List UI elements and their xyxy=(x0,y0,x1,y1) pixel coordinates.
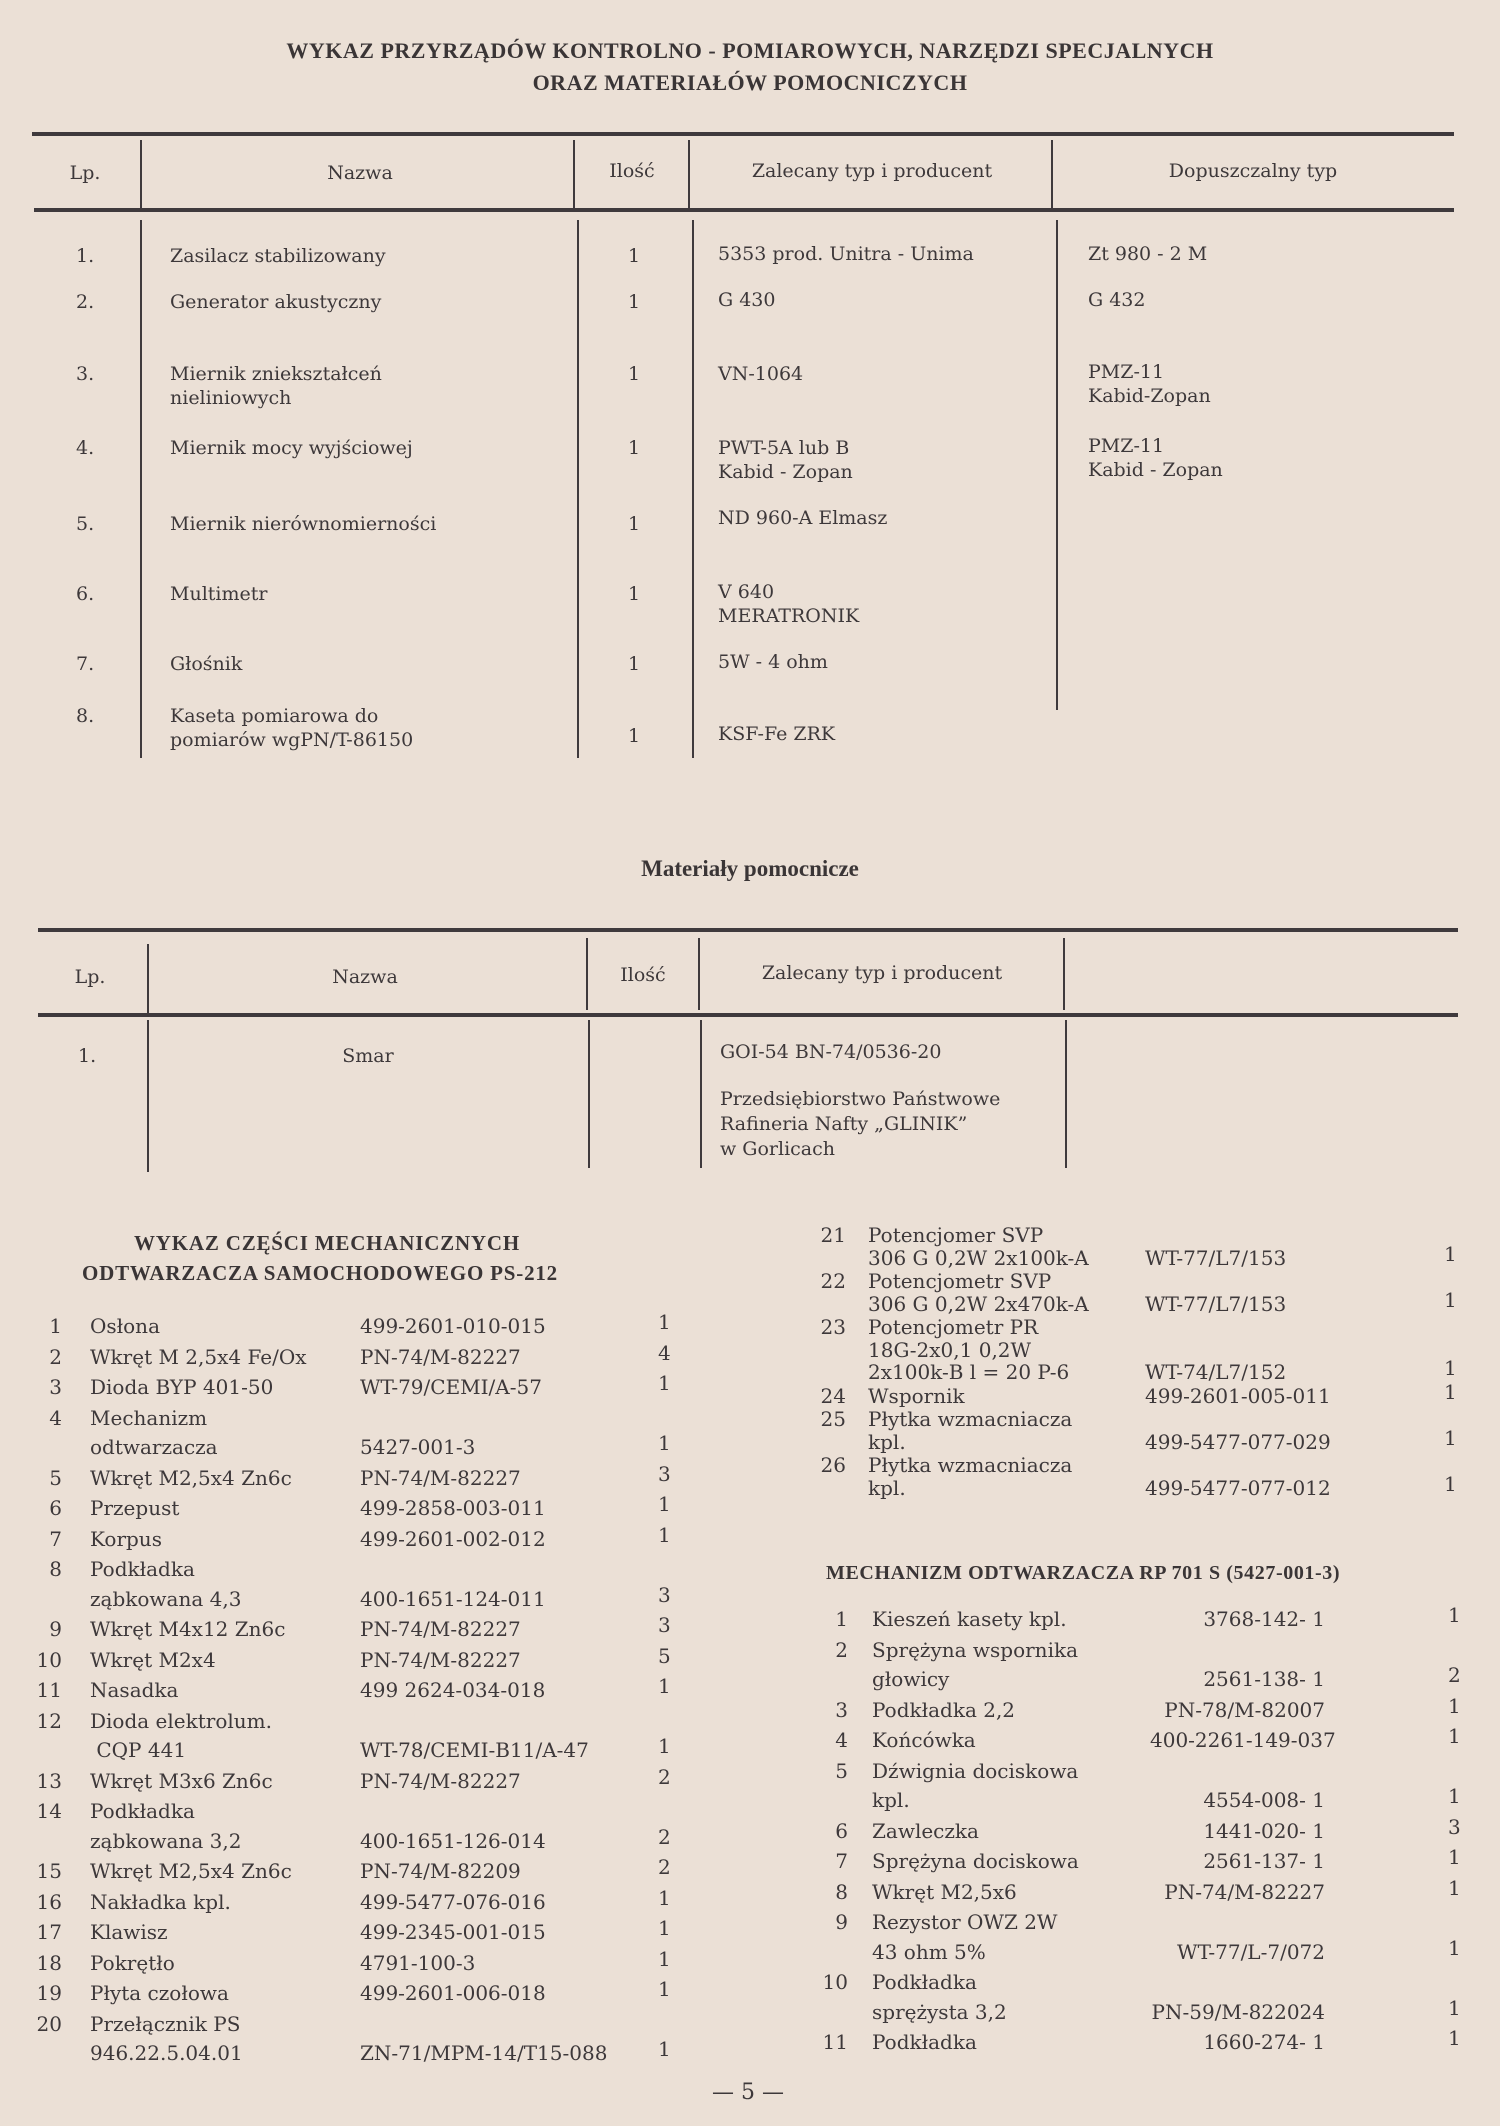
title-line-1: WYKAZ PRZYRZĄDÓW KONTROLNO - POMIAROWYCH, NARZĘDZI SPECJALNYCH xyxy=(286,38,1214,63)
item-code: PN-74/M-82227 xyxy=(360,1617,521,1641)
item-name: kpl. xyxy=(868,1429,906,1454)
item-qty: 1 xyxy=(1448,1784,1461,1808)
list-item xyxy=(0,1908,1500,1967)
item-number: 18 xyxy=(36,1950,62,1975)
item-code: 499-2601-005-011 xyxy=(1145,1383,1331,1408)
item-code: 400-1651-124-011 xyxy=(360,1586,546,1611)
row-allowed-line: Kabid - Zopan xyxy=(1088,459,1223,481)
item-number: 23 xyxy=(820,1315,846,1339)
item-name: Zawleczka xyxy=(872,1818,979,1843)
item-name: Płytka wzmacniacza xyxy=(868,1453,1073,1477)
item-number: 4 xyxy=(835,1728,848,1752)
row-lp: 3. xyxy=(76,363,95,385)
item-code: 499-5477-077-029 xyxy=(1145,1429,1331,1454)
item-code: 499-2601-010-015 xyxy=(360,1314,546,1338)
row-recommended xyxy=(718,288,775,312)
row-recommended xyxy=(718,580,859,628)
row-recommended-line: ND 960-A Elmasz xyxy=(718,507,888,529)
item-name: Podkładka xyxy=(872,1970,977,1994)
item-code: PN-59/M-822024 xyxy=(1151,1999,1325,2024)
row-recommended-line: 5353 prod. Unitra - Unima xyxy=(718,243,974,265)
item-number: 13 xyxy=(36,1768,62,1793)
item-name: CQP 441 xyxy=(90,1738,187,1762)
item-number: 4 xyxy=(49,1405,62,1430)
row-lp: 4. xyxy=(76,437,95,459)
col-divider xyxy=(577,220,579,758)
col-divider xyxy=(1065,1020,1067,1168)
item-qty: 1 xyxy=(1444,1287,1457,1312)
item-code: PN-74/M-82227 xyxy=(1164,1879,1325,1904)
item-number: 9 xyxy=(49,1617,62,1641)
item-code: PN-74/M-82227 xyxy=(360,1465,521,1490)
list-item xyxy=(0,1605,1500,1635)
item-name: Korpus xyxy=(90,1526,162,1551)
item-name: Podkładka xyxy=(90,1557,195,1581)
item-qty: 1 xyxy=(1448,1845,1461,1869)
item-name: Dźwignia dociskowa xyxy=(872,1758,1079,1783)
item-qty: 1 xyxy=(1448,1693,1461,1718)
item-number: 1 xyxy=(49,1314,62,1338)
row-allowed-line: Zt 980 - 2 M xyxy=(1088,243,1208,265)
item-qty: 2 xyxy=(658,1764,671,1789)
col-divider xyxy=(692,220,694,758)
item-qty: 2 xyxy=(1448,1663,1461,1687)
item-qty: 1 xyxy=(658,1885,671,1910)
row-qty: 1 xyxy=(628,291,641,313)
row-allowed-line: G 432 xyxy=(1088,289,1146,311)
material-recommended-line: Przedsiębiorstwo Państwowe xyxy=(720,1088,1001,1110)
item-name: Osłona xyxy=(90,1314,160,1338)
col-divider xyxy=(1056,220,1058,710)
item-name: Płytka wzmacniacza xyxy=(868,1407,1073,1431)
item-qty: 1 xyxy=(1444,1471,1457,1496)
item-code: 4554-008- 1 xyxy=(1203,1788,1325,1812)
item-code: 1441-020- 1 xyxy=(1203,1818,1325,1843)
materials-title: Materiały pomocnicze xyxy=(641,856,859,881)
header-allowed: Dopuszczalny typ xyxy=(1168,160,1338,182)
document-title xyxy=(0,38,1500,96)
row-lp: 2. xyxy=(76,291,95,313)
list-item xyxy=(0,1726,1500,1756)
item-name: 306 G 0,2W 2x100k-A xyxy=(868,1245,1089,1270)
list-item xyxy=(0,1221,1500,1270)
item-number: 21 xyxy=(820,1223,846,1247)
item-name: Klawisz xyxy=(90,1920,168,1944)
row-allowed-line: PMZ-11 xyxy=(1088,361,1165,383)
header-qty: Ilość xyxy=(609,160,655,182)
item-name: Nakładka kpl. xyxy=(90,1889,231,1914)
item-code: 2561-137- 1 xyxy=(1203,1849,1325,1873)
item-qty: 3 xyxy=(1448,1814,1461,1839)
col-divider xyxy=(698,938,700,1010)
list-item xyxy=(0,1636,1500,1695)
item-number: 9 xyxy=(835,1910,848,1934)
item-code: WT-77/L7/153 xyxy=(1145,1291,1287,1316)
row-recommended-line: V 640 xyxy=(718,581,775,603)
item-number: 2 xyxy=(835,1637,848,1662)
item-qty: 1 xyxy=(658,1674,671,1698)
item-name: Kieszeń kasety kpl. xyxy=(872,1607,1067,1631)
item-qty: 1 xyxy=(1444,1379,1457,1404)
col-divider xyxy=(700,1020,702,1168)
list-item xyxy=(0,1379,1500,1408)
item-name: 306 G 0,2W 2x470k-A xyxy=(868,1291,1089,1316)
title-line-2: ORAZ MATERIAŁÓW POMOCNICZYCH xyxy=(532,70,968,95)
col-divider xyxy=(1063,938,1065,1010)
row-name xyxy=(170,436,413,460)
item-qty: 1 xyxy=(1448,1603,1461,1627)
row-lp: 6. xyxy=(76,583,95,605)
item-name: Wkręt M2,5x6 xyxy=(872,1879,1017,1904)
item-qty: 1 xyxy=(1448,1875,1461,1900)
item-code: PN-74/M-82227 xyxy=(360,1344,521,1369)
item-number: 8 xyxy=(835,1879,848,1904)
row-name-line: Głośnik xyxy=(170,653,243,675)
item-qty: 5 xyxy=(658,1643,671,1668)
item-number: 1 xyxy=(835,1607,848,1631)
row-name-line: nieliniowych xyxy=(170,387,292,409)
row-name-line: Miernik zniekształceń xyxy=(170,363,382,385)
item-code: 499-5477-077-012 xyxy=(1145,1475,1331,1500)
item-number: 5 xyxy=(835,1758,848,1783)
item-name: kpl. xyxy=(872,1788,910,1812)
item-number: 6 xyxy=(835,1818,848,1843)
item-name: 946.22.5.04.01 xyxy=(90,2041,243,2065)
row-recommended-line: Kabid - Zopan xyxy=(718,461,853,483)
item-code: PN-74/M-82209 xyxy=(360,1859,521,1883)
item-name: odtwarzacza xyxy=(90,1435,218,1459)
item-code: 499-2601-002-012 xyxy=(360,1526,546,1551)
item-qty: 1 xyxy=(658,2037,671,2061)
item-number: 22 xyxy=(820,1269,846,1293)
item-number: 11 xyxy=(822,2030,848,2054)
header-lp: Lp. xyxy=(69,162,101,184)
row-qty: 1 xyxy=(628,363,641,385)
row-qty: 1 xyxy=(628,245,641,267)
row-recommended xyxy=(718,242,974,266)
material-recommended-line: Rafineria Nafty „GLINIK” xyxy=(720,1113,968,1135)
item-name: Wkręt M2,5x4 Zn6c xyxy=(90,1465,292,1490)
col-divider xyxy=(147,1020,149,1172)
item-qty: 3 xyxy=(658,1582,671,1607)
header-lp: Lp. xyxy=(74,966,106,988)
item-number: 14 xyxy=(36,1799,62,1823)
item-name: Potencjometr SVP xyxy=(868,1269,1052,1293)
row-name-line: Miernik nierównomierności xyxy=(170,513,437,535)
item-number: 5 xyxy=(49,1465,62,1490)
item-code: 3768-142- 1 xyxy=(1203,1607,1325,1631)
item-code: WT-78/CEMI-B11/A-47 xyxy=(360,1738,589,1762)
item-qty: 1 xyxy=(658,1916,671,1940)
header-name: Nazwa xyxy=(332,966,398,988)
item-code: PN-74/M-82227 xyxy=(360,1768,521,1793)
item-code: 1660-274- 1 xyxy=(1203,2030,1325,2054)
item-name: Sprężyna wspornika xyxy=(872,1637,1079,1662)
item-qty: 1 xyxy=(1448,1935,1461,1960)
item-name: Podkładka xyxy=(872,2030,977,2054)
item-qty: 1 xyxy=(658,1431,671,1455)
row-lp: 5. xyxy=(76,513,95,535)
row-recommended-line: VN-1064 xyxy=(718,363,804,385)
item-name: sprężysta 3,2 xyxy=(872,1999,1007,2024)
item-name: Dioda elektrolum. xyxy=(90,1708,272,1733)
item-number: 7 xyxy=(835,1849,848,1873)
mech-parts-title-line-2: ODTWARZACZA SAMOCHODOWEGO PS-212 xyxy=(82,1261,558,1285)
item-name: Wspornik xyxy=(868,1383,965,1408)
list-item xyxy=(0,1814,1500,1847)
item-name: Płyta czołowa xyxy=(90,1981,229,2005)
item-name: 18G-2x0,1 0,2W xyxy=(868,1337,1032,1362)
list-item xyxy=(0,1451,1500,1500)
item-qty: 1 xyxy=(658,1371,671,1395)
row-lp: 8. xyxy=(76,705,95,727)
list-item xyxy=(0,1522,1500,1555)
row-qty: 1 xyxy=(628,437,641,459)
item-qty: 1 xyxy=(658,1946,671,1971)
item-name: Potencjometr PR xyxy=(868,1315,1039,1339)
row-qty: 1 xyxy=(628,513,641,535)
item-number: 20 xyxy=(36,2011,62,2036)
row-recommended-line: G 430 xyxy=(718,289,776,311)
item-code: 4791-100-3 xyxy=(360,1950,476,1975)
item-number: 2 xyxy=(49,1344,62,1369)
item-number: 19 xyxy=(36,1981,62,2005)
row-name-line: Kaseta pomiarowa do xyxy=(170,705,379,727)
item-qty: 1 xyxy=(658,1734,671,1758)
item-qty: 4 xyxy=(658,1340,671,1365)
item-code: 400-2261-149-037 xyxy=(1150,1728,1336,1752)
row-qty: 1 xyxy=(628,725,641,747)
row-recommended xyxy=(718,362,803,386)
item-code: PN-74/M-82227 xyxy=(360,1647,521,1672)
header-recommended: Zalecany typ i producent xyxy=(751,160,993,182)
item-name: ząbkowana 3,2 xyxy=(90,1828,242,1853)
item-qty: 1 xyxy=(658,1522,671,1547)
list-item xyxy=(0,1875,1500,1908)
item-number: 16 xyxy=(36,1889,62,1914)
row-name-line: Multimetr xyxy=(170,583,268,605)
item-number: 6 xyxy=(49,1496,62,1520)
item-qty: 1 xyxy=(1448,2026,1461,2050)
item-code: WT-74/L7/152 xyxy=(1145,1360,1287,1384)
row-name xyxy=(170,290,381,314)
list-item xyxy=(0,1757,1500,1816)
row-recommended xyxy=(718,436,853,484)
table-header-rule xyxy=(34,208,1454,212)
material-recommended-line xyxy=(720,1065,1000,1087)
item-code: 499-2858-003-011 xyxy=(360,1496,546,1520)
item-code: 499-5477-076-016 xyxy=(360,1889,546,1914)
row-name-line: Miernik mocy wyjściowej xyxy=(170,437,413,459)
material-recommended-line: w Gorlicach xyxy=(720,1138,836,1160)
item-code: 499-2345-001-015 xyxy=(360,1920,546,1944)
row-allowed xyxy=(1088,360,1211,408)
item-name: Sprężyna dociskowa xyxy=(872,1849,1079,1873)
item-code: WT-79/CEMI/A-57 xyxy=(360,1375,542,1399)
list-item xyxy=(0,1847,1500,1877)
item-name: Mechanizm xyxy=(90,1405,208,1430)
item-name: Podkładka xyxy=(90,1799,195,1823)
row-recommended xyxy=(718,506,887,530)
item-qty: 2 xyxy=(658,1855,671,1879)
row-recommended-line: KSF-Fe ZRK xyxy=(718,723,836,745)
item-number: 3 xyxy=(835,1697,848,1722)
item-number: 3 xyxy=(49,1375,62,1399)
mechanism-title: MECHANIZM ODTWARZACZA RP 701 S (5427-001-3) xyxy=(826,1562,1341,1584)
row-qty: 1 xyxy=(628,583,641,605)
item-number: 25 xyxy=(820,1407,846,1431)
item-name: Wkręt M2x4 xyxy=(90,1647,216,1672)
row-qty: 1 xyxy=(628,653,641,675)
row-allowed-line: Kabid-Zopan xyxy=(1088,385,1211,407)
row-name xyxy=(170,512,436,536)
item-qty: 2 xyxy=(658,1824,671,1849)
item-code: 499-2601-006-018 xyxy=(360,1981,546,2005)
item-number: 17 xyxy=(36,1920,62,1944)
material-lp: 1. xyxy=(78,1045,97,1067)
row-name xyxy=(170,244,386,268)
row-allowed xyxy=(1088,434,1223,482)
item-name: 43 ohm 5% xyxy=(872,1939,986,1964)
row-recommended xyxy=(718,722,835,746)
item-name: Potencjomer SVP xyxy=(868,1223,1044,1247)
header-name: Nazwa xyxy=(327,162,393,184)
row-name xyxy=(170,704,413,752)
row-allowed-line: PMZ-11 xyxy=(1088,435,1165,457)
list-item xyxy=(0,1693,1500,1726)
item-code: 400-1651-126-014 xyxy=(360,1828,546,1853)
item-name: kpl. xyxy=(868,1475,906,1500)
row-lp: 7. xyxy=(76,653,95,675)
row-allowed xyxy=(1088,242,1207,266)
col-divider xyxy=(140,140,142,212)
item-number: 8 xyxy=(49,1557,62,1581)
col-divider xyxy=(1051,140,1053,212)
item-qty: 3 xyxy=(658,1613,671,1637)
header-qty: Ilość xyxy=(620,964,666,986)
material-recommended-line: GOI-54 BN-74/0536-20 xyxy=(720,1041,942,1063)
item-qty: 1 xyxy=(658,1492,671,1516)
item-name: Wkręt M2,5x4 Zn6c xyxy=(90,1859,292,1883)
item-qty: 3 xyxy=(658,1461,671,1486)
item-qty: 1 xyxy=(1448,1724,1461,1748)
item-qty: 1 xyxy=(1444,1241,1457,1266)
list-item xyxy=(0,1968,1500,2027)
table-header-rule xyxy=(38,1013,1458,1017)
header-recommended: Zalecany typ i producent xyxy=(761,962,1003,984)
item-name: 2x100k-B l = 20 P-6 xyxy=(868,1360,1070,1384)
item-qty: 1 xyxy=(658,1977,671,2001)
item-number: 7 xyxy=(49,1526,62,1551)
item-qty: 1 xyxy=(1444,1356,1457,1380)
material-recommended xyxy=(720,1040,1000,1162)
item-name: Przepust xyxy=(90,1496,180,1520)
item-number: 10 xyxy=(36,1647,62,1672)
row-name xyxy=(170,582,267,606)
row-name xyxy=(170,362,382,410)
item-name: ząbkowana 4,3 xyxy=(90,1586,242,1611)
item-qty: 1 xyxy=(1448,1995,1461,2020)
row-name-line: Zasilacz stabilizowany xyxy=(170,245,386,267)
list-item xyxy=(0,1313,1500,1384)
item-name: Wkręt M4x12 Zn6c xyxy=(90,1617,286,1641)
item-code: 499 2624-034-018 xyxy=(360,1678,546,1702)
list-item xyxy=(0,1405,1500,1454)
item-number: 26 xyxy=(820,1453,846,1477)
col-divider xyxy=(573,140,575,212)
row-recommended-line: MERATRONIK xyxy=(718,605,860,627)
list-item xyxy=(0,1267,1500,1316)
row-recommended xyxy=(718,650,828,674)
item-number: 15 xyxy=(36,1859,62,1883)
row-allowed xyxy=(1088,288,1145,312)
row-recommended-line: PWT-5A lub B xyxy=(718,437,850,459)
item-name: Wkręt M3x6 Zn6c xyxy=(90,1768,273,1793)
item-code: 5427-001-3 xyxy=(360,1435,476,1459)
item-name: Wkręt M 2,5x4 Fe/Ox xyxy=(90,1344,307,1369)
item-code: 2561-138- 1 xyxy=(1203,1667,1325,1691)
item-number: 12 xyxy=(36,1708,62,1733)
row-name-line: pomiarów wgPN/T-86150 xyxy=(170,729,414,751)
item-code: ZN-71/MPM-14/T15-088 xyxy=(360,2041,608,2065)
row-recommended-line: 5W - 4 ohm xyxy=(718,651,828,673)
item-name: głowicy xyxy=(872,1667,950,1691)
item-code: WT-77/L-7/072 xyxy=(1177,1939,1325,1964)
item-name: Przełącznik PS xyxy=(90,2011,241,2036)
col-divider xyxy=(688,140,690,212)
col-divider xyxy=(588,1020,590,1168)
item-name: Podkładka 2,2 xyxy=(872,1697,1016,1722)
page-number: — 5 — xyxy=(712,2080,784,2105)
item-name: Pokrętło xyxy=(90,1950,175,1975)
row-name-line: Generator akustyczny xyxy=(170,291,382,313)
row-lp: 1. xyxy=(76,245,95,267)
item-name: Dioda BYP 401-50 xyxy=(90,1375,274,1399)
table-top-rule xyxy=(38,928,1458,932)
item-code: WT-77/L7/153 xyxy=(1145,1245,1287,1270)
item-name: Końcówka xyxy=(872,1728,976,1752)
item-code: PN-78/M-82007 xyxy=(1164,1697,1325,1722)
item-number: 11 xyxy=(36,1678,62,1702)
table-top-rule xyxy=(32,132,1454,136)
col-divider xyxy=(147,944,149,1016)
item-number: 24 xyxy=(820,1383,846,1408)
material-name: Smar xyxy=(342,1045,394,1067)
item-name: Nasadka xyxy=(90,1678,179,1702)
item-qty: 1 xyxy=(1444,1425,1457,1450)
col-divider xyxy=(140,220,142,758)
col-divider xyxy=(586,938,588,1010)
item-qty: 1 xyxy=(658,1310,671,1334)
row-name xyxy=(170,652,242,676)
item-name: Rezystor OWZ 2W xyxy=(872,1910,1058,1934)
list-item xyxy=(0,2028,1500,2058)
mech-parts-title-line-1: WYKAZ CZĘŚCI MECHANICZNYCH xyxy=(134,1231,521,1255)
item-number: 10 xyxy=(822,1970,848,1994)
